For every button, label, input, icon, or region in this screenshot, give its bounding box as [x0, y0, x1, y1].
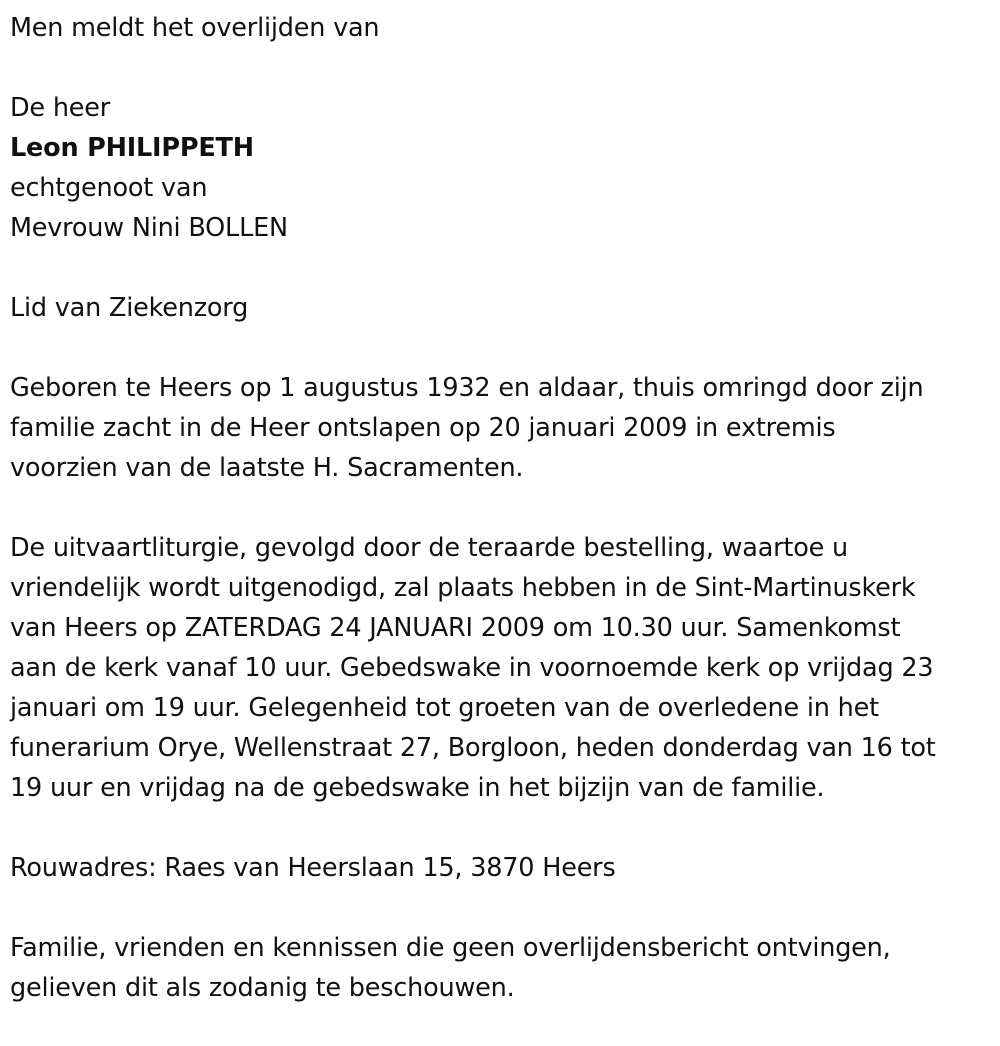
- membership-line: Lid van Ziekenzorg: [10, 293, 249, 323]
- intro-line: Men meldt het overlijden van: [10, 13, 380, 43]
- birth-death-paragraph: Geboren te Heers op 1 augustus 1932 en aldaar, thuis omringd door zijn familie zacht in de Heer ontslapen op 20 januari 2009 in extremis voorzien van de laatste H. Sacramenten.: [10, 373, 924, 483]
- death-notice: [10, 8, 992, 1008]
- funeral-paragraph: De uitvaartliturgie, gevolgd door de teraarde bestelling, waartoe u vriendelijk wordt uitgenodigd, zal plaats hebben in de Sint-Martinuskerk van Heers op ZATERDAG 24 JANUARI 2009 om 10.30 uur. Samenkomst aan de kerk vanaf 10 uur. Gebedswake in voornoemde kerk op vrijdag 23 januari om 19 uur. Gelegenheid tot groeten van de overledene in het funerarium Orye, Wellenstraat 27, Borgloon, heden donderdag van 16 tot 19 uur en vrijdag na de gebedswake in het bijzijn van de familie.: [10, 533, 936, 803]
- closing-paragraph: Familie, vrienden en kennissen die geen overlijdensbericht ontvingen, gelieven dit als zodanig te beschouwen.: [10, 933, 891, 1003]
- mourning-address: Rouwadres: Raes van Heerslaan 15, 3870 Heers: [10, 853, 616, 883]
- relation-line: echtgenoot van: [10, 173, 208, 203]
- spouse-name: Mevrouw Nini BOLLEN: [10, 213, 288, 243]
- deceased-name: Leon PHILIPPETH: [10, 133, 254, 163]
- salutation: De heer: [10, 93, 111, 123]
